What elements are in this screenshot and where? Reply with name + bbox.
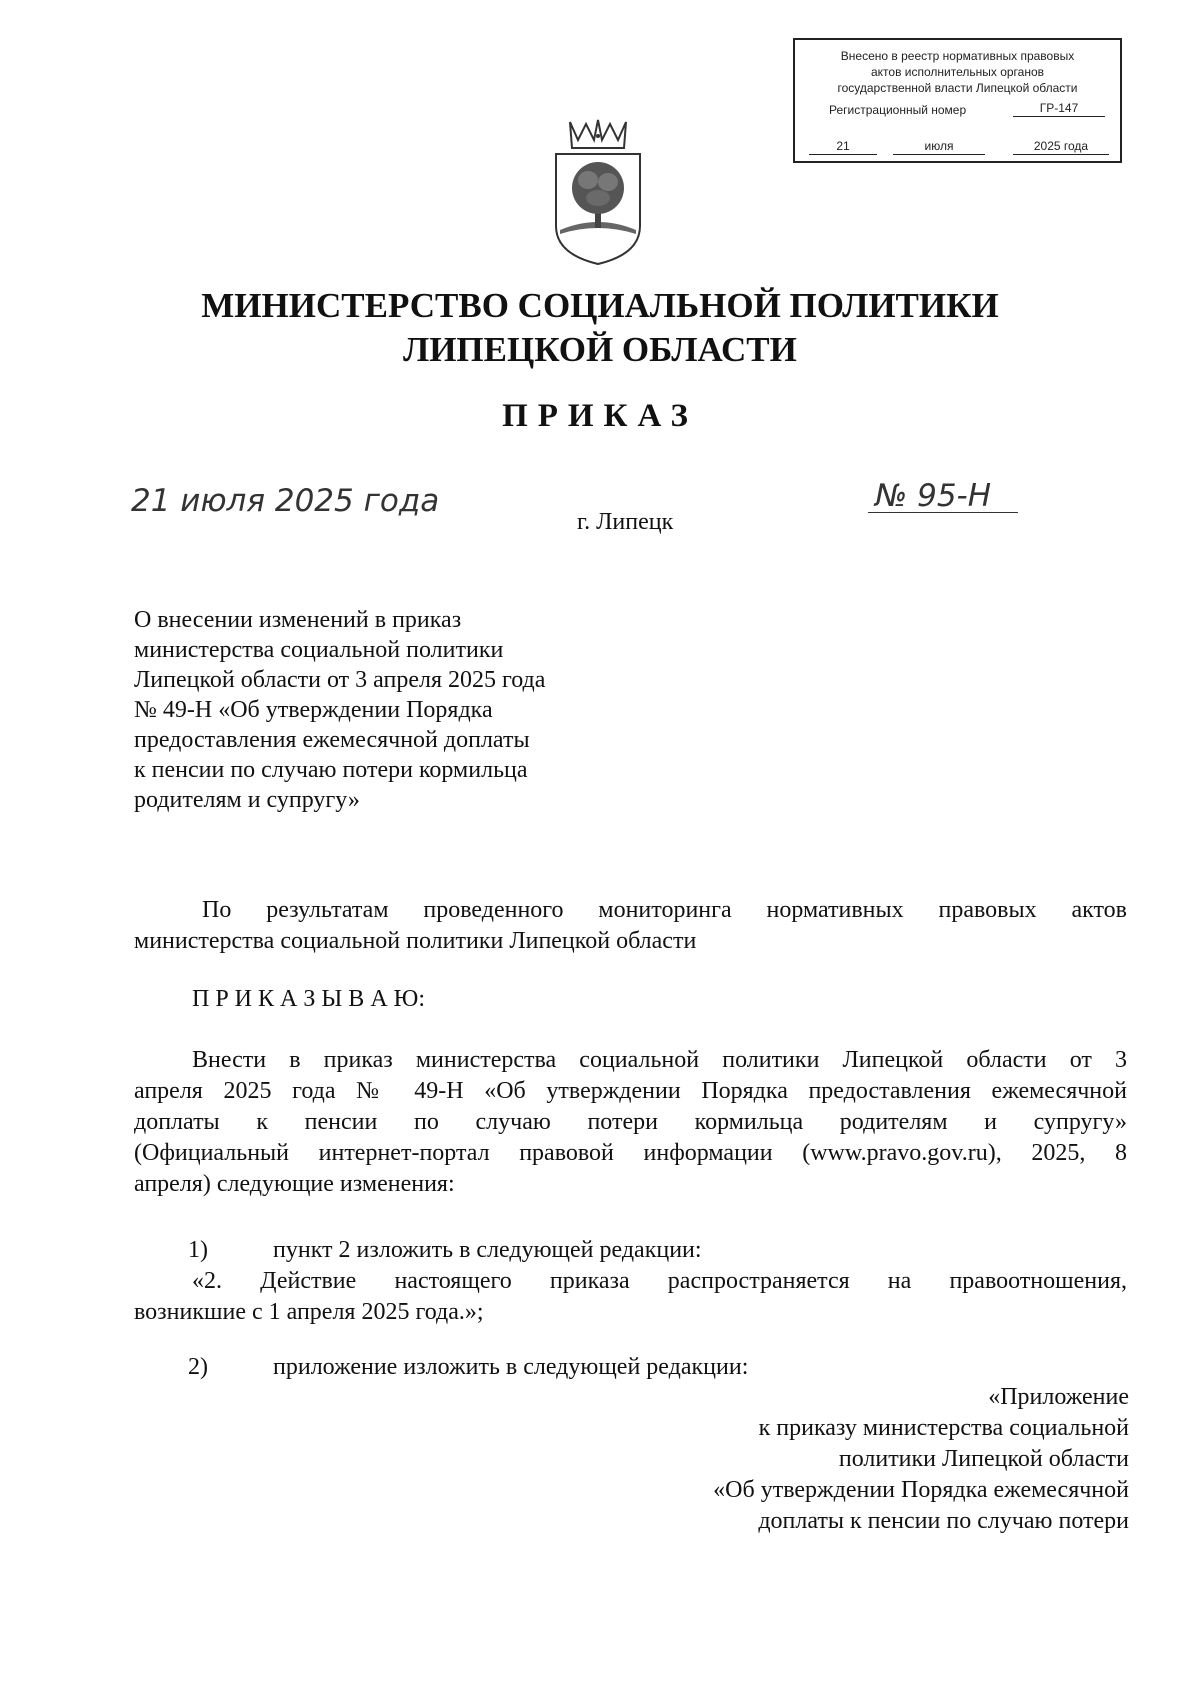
- item2-number: 2): [188, 1354, 208, 1380]
- subject-line: предоставления ежемесячной доплаты: [134, 727, 530, 753]
- appendix-line: к приказу министерства социальной: [758, 1415, 1129, 1441]
- item1-text: пункт 2 изложить в следующей редакции:: [273, 1237, 702, 1263]
- stamp-day: 21: [809, 138, 877, 155]
- main-line: (Официальный интернет-портал правовой информации (www.pravo.gov.ru), 2025, 8: [134, 1140, 1127, 1166]
- subject-line: министерства социальной политики: [134, 637, 504, 663]
- handwritten-date: 21 июля 2025 года: [131, 483, 440, 519]
- stamp-reg-number: ГР-147: [1013, 100, 1105, 117]
- preamble-line: министерства социальной политики Липецкой области: [134, 928, 697, 954]
- main-paragraph: [134, 1045, 1127, 1200]
- main-line: доплаты к пенсии по случаю потери кормильца родителям и супругу»: [134, 1109, 1127, 1135]
- appendix-line: политики Липецкой области: [838, 1446, 1129, 1472]
- document-type: ПРИКАЗ: [502, 398, 698, 434]
- number-underline: [868, 512, 1018, 513]
- order-word: П Р И К А З Ы В А Ю:: [192, 986, 425, 1012]
- item1-quote: [134, 1266, 1127, 1328]
- coat-of-arms-icon: [548, 118, 648, 266]
- ministry-region: ЛИПЕЦКОЙ ОБЛАСТИ: [403, 330, 797, 369]
- subject-line: О внесении изменений в приказ: [134, 607, 462, 633]
- handwritten-number: № 95-Н: [875, 478, 992, 514]
- appendix-line: «Об утверждении Порядка ежемесячной: [713, 1477, 1129, 1503]
- appendix-header: [713, 1382, 1129, 1537]
- registry-stamp: [793, 38, 1122, 163]
- item2-text: приложение изложить в следующей редакции:: [273, 1354, 749, 1380]
- stamp-line: государственной власти Липецкой области: [837, 81, 1078, 95]
- item1-quote-line: «2. Действие настоящего приказа распространяется на правоотношения,: [192, 1268, 1127, 1294]
- ministry-name: МИНИСТЕРСТВО СОЦИАЛЬНОЙ ПОЛИТИКИ: [201, 286, 999, 325]
- item1-number: 1): [188, 1237, 208, 1263]
- preamble-line: По результатам проведенного мониторинга нормативных правовых актов: [202, 897, 1127, 923]
- main-line: апреля) следующие изменения:: [134, 1171, 455, 1197]
- appendix-line: доплаты к пенсии по случаю потери: [758, 1508, 1129, 1534]
- appendix-line: «Приложение: [988, 1384, 1129, 1410]
- main-line: апреля 2025 года № 49-Н «Об утверждении Порядка предоставления ежемесячной: [134, 1078, 1127, 1104]
- stamp-line: актов исполнительных органов: [870, 65, 1045, 79]
- preamble: [134, 895, 1127, 957]
- main-line: Внести в приказ министерства социальной политики Липецкой области от 3: [192, 1047, 1127, 1073]
- stamp-line: Внесено в реестр нормативных правовых: [840, 49, 1075, 63]
- subject-line: № 49-Н «Об утверждении Порядка: [134, 697, 493, 723]
- document-subject: [134, 605, 634, 815]
- stamp-year: 2025 года: [1013, 138, 1109, 155]
- item1-quote-line: возникшие с 1 апреля 2025 года.»;: [134, 1299, 484, 1325]
- subject-line: Липецкой области от 3 апреля 2025 года: [134, 667, 546, 693]
- subject-line: к пенсии по случаю потери кормильца: [134, 757, 528, 783]
- stamp-month: июля: [893, 138, 985, 155]
- stamp-reg-label: Регистрационный номер: [829, 103, 967, 117]
- city: г. Липецк: [577, 509, 674, 535]
- subject-line: родителям и супругу»: [134, 787, 360, 813]
